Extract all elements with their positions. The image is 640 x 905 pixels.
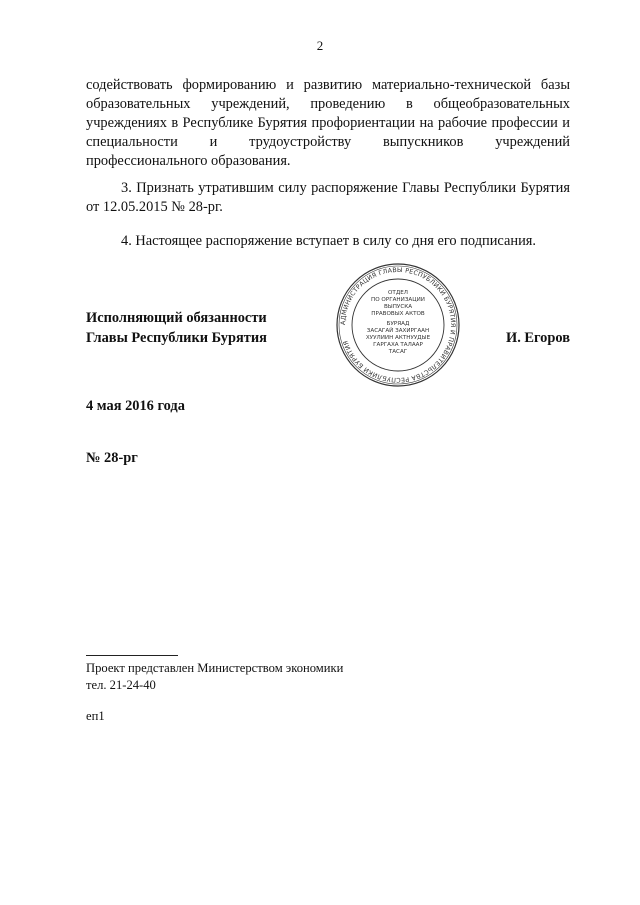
- footnote-divider: [86, 655, 178, 656]
- signatory-title-line-1: Исполняющий обязанности: [86, 310, 267, 326]
- seal-inner-line-5: БУРЯАД: [386, 321, 410, 327]
- seal-inner-line-7: ХУУЛИИН АКТНУУДЫЕ: [365, 335, 431, 341]
- seal-inner-line-9: ТАСАГ: [388, 349, 408, 355]
- footnote: [86, 660, 343, 694]
- paragraph-continuation: содействовать формированию и развитию материально-технической базы образовательных учреждений, проведению в общеобразовательных учреждениях в Республике Бурятия профориентации на рабочие профессии и специальности и трудоустройству выпускников учреждений профессионального образования.: [86, 77, 570, 169]
- document-date: 4 мая 2016 года: [86, 398, 185, 414]
- seal-inner-line-4: ПРАВОВЫХ АКТОВ: [371, 311, 425, 317]
- signatory-title-line-2: Главы Республики Бурятия: [86, 330, 267, 346]
- paragraph-item-3: 3. Признать утратившим силу распоряжение Главы Республики Бурятия от 12.05.2015 № 28-рг.: [86, 180, 570, 215]
- signatory-title: [86, 308, 267, 348]
- page-number: 2: [316, 38, 324, 53]
- seal-ring-text: АДМИНИСТРАЦИЯ ГЛАВЫ РЕСПУБЛИКИ БУРЯТИЯ И ПРАВИТЕЛЬСТВА РЕСПУБЛИКИ БУРЯТИЯ: [339, 266, 457, 384]
- footnote-line-2: тел. 21-24-40: [86, 678, 156, 692]
- seal-inner-line-6: ЗАСАГАЙ ЗАХИРГААН: [366, 328, 430, 334]
- official-seal-stamp: [335, 262, 461, 388]
- document-tag: еп1: [86, 709, 105, 723]
- seal-inner-line-1: ОТДЕЛ: [388, 290, 408, 296]
- seal-inner-line-3: ВЫПУСКА: [383, 304, 413, 310]
- document-number: № 28-рг: [86, 450, 138, 466]
- seal-inner-line-8: ГАРГАХА ТАЛААР: [373, 342, 423, 348]
- paragraph-item-4: 4. Настоящее распоряжение вступает в силу со дня его подписания.: [121, 233, 536, 249]
- seal-inner-line-2: ПО ОРГАНИЗАЦИИ: [371, 297, 425, 303]
- signatory-name: И. Егоров: [506, 330, 570, 346]
- footnote-line-1: Проект представлен Министерством экономики: [86, 661, 344, 675]
